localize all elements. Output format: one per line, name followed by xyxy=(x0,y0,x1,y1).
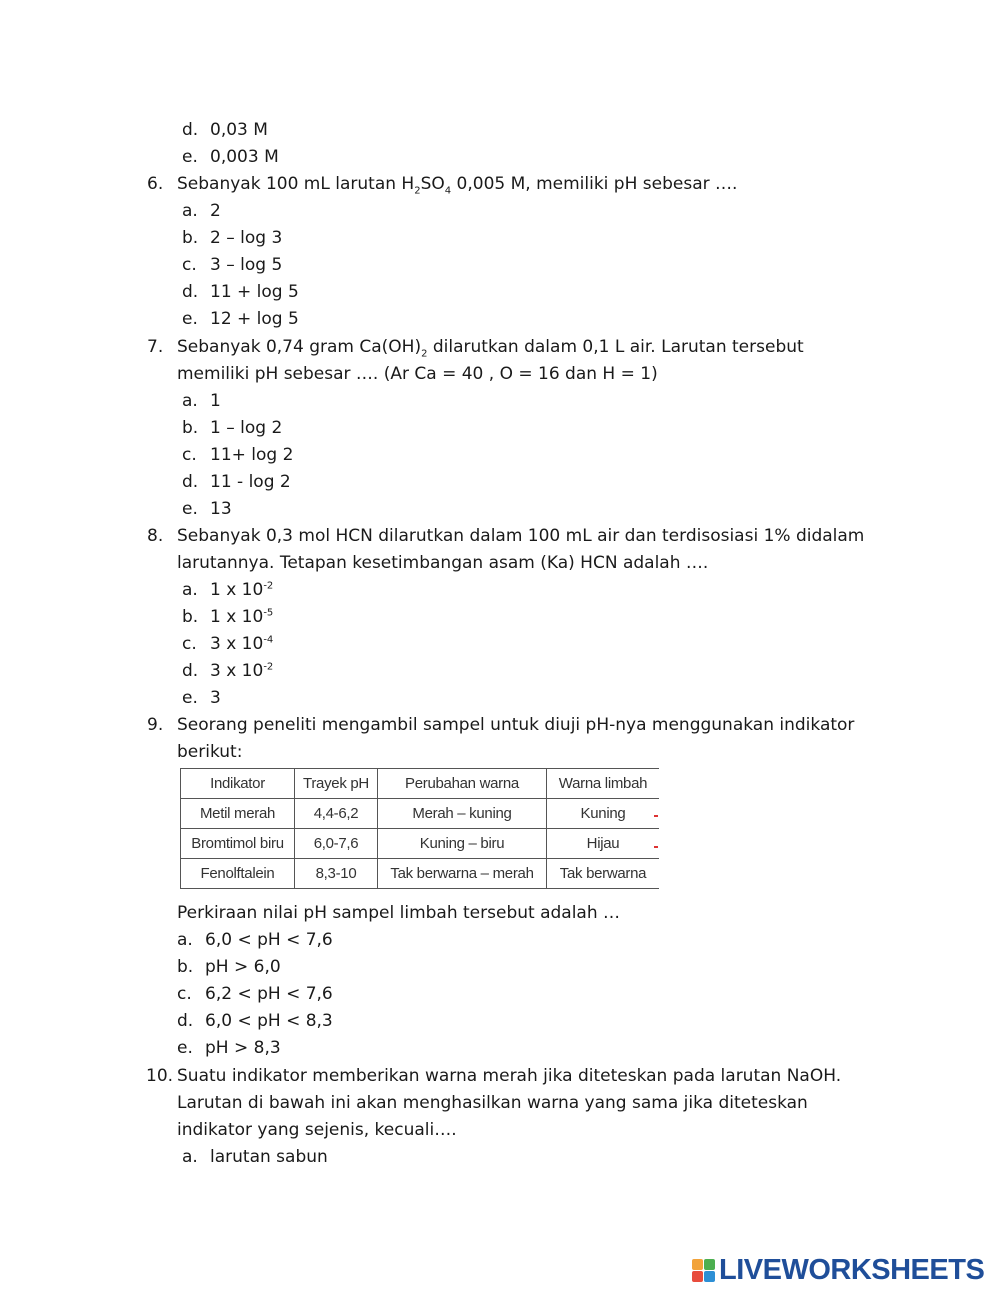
table-cell: 6,0-7,6 xyxy=(295,829,378,859)
option-a: a. 1 x $10^{-2}$ xyxy=(182,580,274,600)
option-c: c. 11+ log 2 xyxy=(182,445,294,465)
logo-badge-icon xyxy=(692,1259,716,1283)
question-9-prompt: Perkiraan nilai pH sampel limbah tersebut adalah … xyxy=(177,903,621,923)
option-d: d. 3 x $10^{-2}$ xyxy=(182,661,274,681)
question-7-stem: 7. Sebanyak 0,74 gram $Ca(OH)_2$ dilarutkan dalam 0,1 L air. Larutan tersebut xyxy=(147,337,804,360)
question-10-stem-line3: indikator yang sejenis, kecuali…. xyxy=(177,1120,457,1140)
table-cell: Metil merah xyxy=(181,799,295,829)
header-cell: Warna limbah xyxy=(547,769,660,799)
indicator-table xyxy=(180,768,659,889)
header-cell: Perubahan warna xyxy=(378,769,547,799)
question-10-stem-line2: Larutan di bawah ini akan menghasilkan warna yang sama jika diteteskan xyxy=(177,1093,808,1113)
option-e: e. 13 xyxy=(182,499,232,519)
question-8-stem: 8. Sebanyak 0,3 mol HCN dilarutkan dalam 100 mL air dan terdisosiasi 1% didalam xyxy=(147,526,865,546)
table-cell: Bromtimol biru xyxy=(181,829,295,859)
red-mark xyxy=(654,846,658,848)
option-d: d. 0,03 M xyxy=(182,120,268,140)
header-cell: Indikator xyxy=(181,769,295,799)
table-cell: Kuning xyxy=(547,799,660,829)
table-row xyxy=(181,859,660,889)
question-9-stem: 9. Seorang peneliti mengambil sampel untuk diuji pH-nya menggunakan indikator xyxy=(147,715,855,735)
option-a: a. 1 xyxy=(182,391,221,411)
option-d: d. 11 + log 5 xyxy=(182,282,299,302)
option-e: e. 3 xyxy=(182,688,221,708)
red-mark xyxy=(654,815,658,817)
table-row xyxy=(181,829,660,859)
question-9-stem-line2: berikut: xyxy=(177,742,243,762)
option-d: d. 6,0 < pH < 8,3 xyxy=(177,1011,333,1031)
option-c: c. 6,2 < pH < 7,6 xyxy=(177,984,333,1004)
option-a: a. 2 xyxy=(182,201,221,221)
table-cell: Tak berwarna – merah xyxy=(378,859,547,889)
question-8-stem-line2: larutannya. Tetapan kesetimbangan asam (Ka) HCN adalah …. xyxy=(177,553,709,573)
option-c: c. 3 – log 5 xyxy=(182,255,283,275)
table-row xyxy=(181,799,660,829)
table-cell: Merah – kuning xyxy=(378,799,547,829)
question-7-stem-line2: memiliki pH sebesar …. (Ar Ca = 40 , O = 16 dan H = 1) xyxy=(177,364,658,384)
option-e: e. 0,003 M xyxy=(182,147,279,167)
option-a: a. 6,0 < pH < 7,6 xyxy=(177,930,333,950)
option-e: e. 12 + log 5 xyxy=(182,309,299,329)
option-a: a. larutan sabun xyxy=(182,1147,328,1167)
option-b: b. 1 – log 2 xyxy=(182,418,283,438)
table-header-row xyxy=(181,769,660,799)
option-b: b. 1 x $10^{-5}$ xyxy=(182,607,274,627)
option-b: b. 2 – log 3 xyxy=(182,228,283,248)
table-cell: 4,4-6,2 xyxy=(295,799,378,829)
table-cell: Kuning – biru xyxy=(378,829,547,859)
header-cell: Trayek pH xyxy=(295,769,378,799)
table-cell: Tak berwarna xyxy=(547,859,660,889)
table-cell: Hijau xyxy=(547,829,660,859)
logo-wordmark: LIVEWORKSHEETS xyxy=(719,1254,985,1286)
option-c: c. 3 x $10^{-4}$ xyxy=(182,634,274,654)
table-cell: 8,3-10 xyxy=(295,859,378,889)
option-d: d. 11 - log 2 xyxy=(182,472,291,492)
table-cell: Fenolftalein xyxy=(181,859,295,889)
option-e: e. pH > 8,3 xyxy=(177,1038,281,1058)
question-10-stem: 10. Suatu indikator memberikan warna merah jika diteteskan pada larutan NaOH. xyxy=(146,1066,842,1086)
question-6-stem: 6. Sebanyak 100 mL larutan $H_2SO_4$ 0,005 M, memiliki pH sebesar …. xyxy=(147,174,738,197)
option-b: b. pH > 6,0 xyxy=(177,957,281,977)
